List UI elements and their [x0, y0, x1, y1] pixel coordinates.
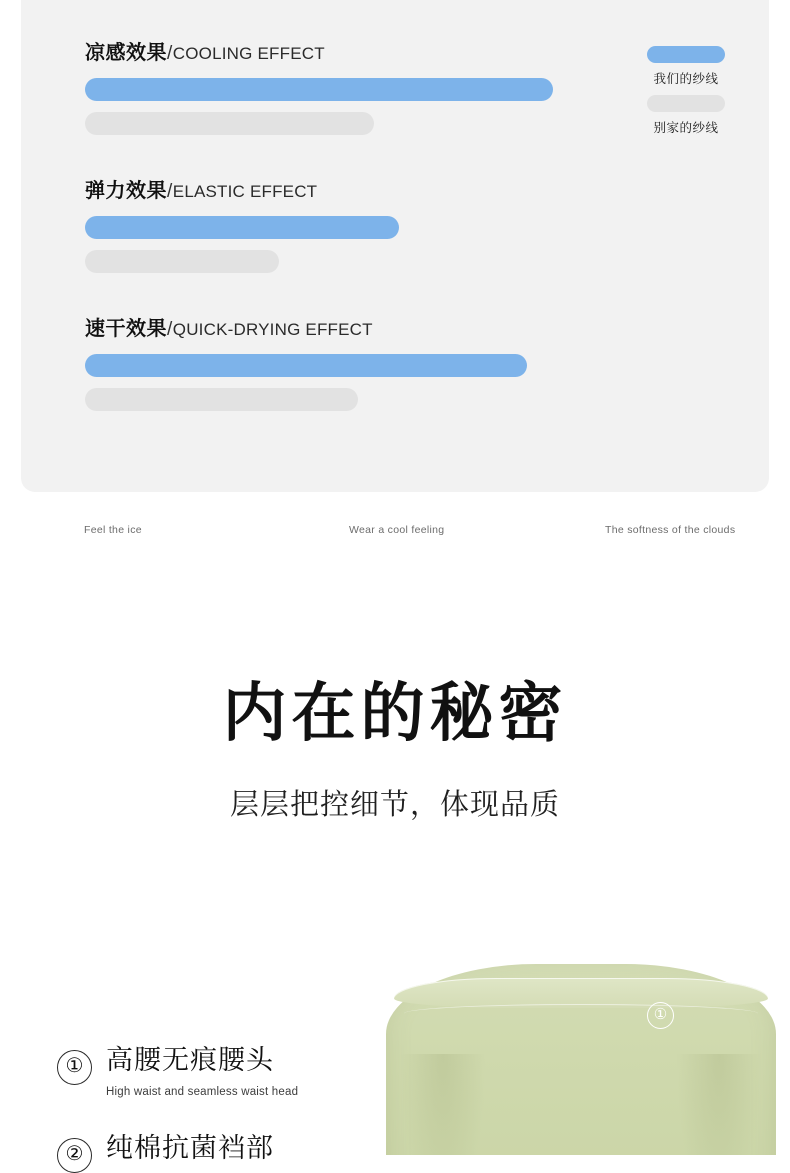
metric-title-cooling	[85, 36, 553, 65]
legend-label-ours: 我们的纱线	[653, 72, 719, 86]
leg-shadow-right	[676, 1054, 762, 1155]
page-title: 内在的秘密	[222, 677, 568, 749]
legend-group-ours	[636, 46, 736, 87]
callout-marker-1: ①	[57, 1050, 92, 1085]
bar-ours-elastic	[85, 216, 399, 239]
bar-theirs-elastic	[85, 250, 279, 273]
metric-title-quickdry	[85, 312, 527, 341]
metric-title-en: COOLING EFFECT	[172, 44, 325, 63]
garment-image	[386, 964, 776, 1155]
legend	[636, 46, 736, 136]
metric-bars-elastic	[85, 216, 399, 273]
metric-bars-cooling	[85, 78, 553, 135]
metric-block-elastic	[85, 174, 399, 273]
tagline-wear-a-cool-feeling: Wear a cool feeling	[349, 524, 445, 536]
metric-bars-quickdry	[85, 354, 527, 411]
tagline-row	[21, 524, 769, 544]
metric-title-separator: /	[167, 43, 173, 64]
leg-shadow-left	[400, 1054, 486, 1155]
bar-ours-quickdry	[85, 354, 527, 377]
tagline-feel-the-ice: Feel the ice	[84, 524, 142, 536]
callout-title-2: 纯棉抗菌裆部	[106, 1133, 274, 1163]
metric-title-en: ELASTIC EFFECT	[172, 182, 318, 201]
legend-group-theirs	[636, 95, 736, 136]
metric-block-quickdry	[85, 312, 527, 411]
callout-texts-2	[106, 1132, 274, 1166]
callout-texts-1	[106, 1044, 298, 1098]
bar-theirs-quickdry	[85, 388, 358, 411]
waist-seam	[404, 1004, 758, 1023]
metric-title-cn: 速干效果	[85, 318, 167, 340]
page-subtitle: 层层把控细节，体现品质	[229, 789, 560, 821]
bar-theirs-cooling	[85, 112, 374, 135]
callout-marker-2: ②	[57, 1138, 92, 1173]
photo-marker-1: ①	[647, 1002, 674, 1029]
metric-title-separator: /	[167, 181, 173, 202]
legend-swatch-ours	[647, 46, 725, 63]
metric-block-cooling	[85, 36, 553, 135]
metric-title-elastic	[85, 174, 399, 203]
legend-swatch-theirs	[647, 95, 725, 112]
metric-title-cn: 弹力效果	[85, 180, 167, 202]
metric-title-separator: /	[167, 319, 173, 340]
callout-high-waist	[57, 1044, 298, 1098]
legend-label-theirs: 别家的纱线	[653, 121, 719, 135]
metric-title-en: QUICK-DRYING EFFECT	[172, 320, 373, 339]
bar-ours-cooling	[85, 78, 553, 101]
callout-title-1: 高腰无痕腰头	[106, 1045, 274, 1075]
product-photo	[386, 964, 776, 1155]
callout-cotton-gusset	[57, 1132, 274, 1173]
comparison-panel	[21, 0, 769, 492]
callout-subtitle-1: High waist and seamless waist head	[106, 1085, 299, 1098]
tagline-softness-of-the-clouds: The softness of the clouds	[605, 524, 736, 536]
metric-title-cn: 凉感效果	[85, 42, 167, 64]
